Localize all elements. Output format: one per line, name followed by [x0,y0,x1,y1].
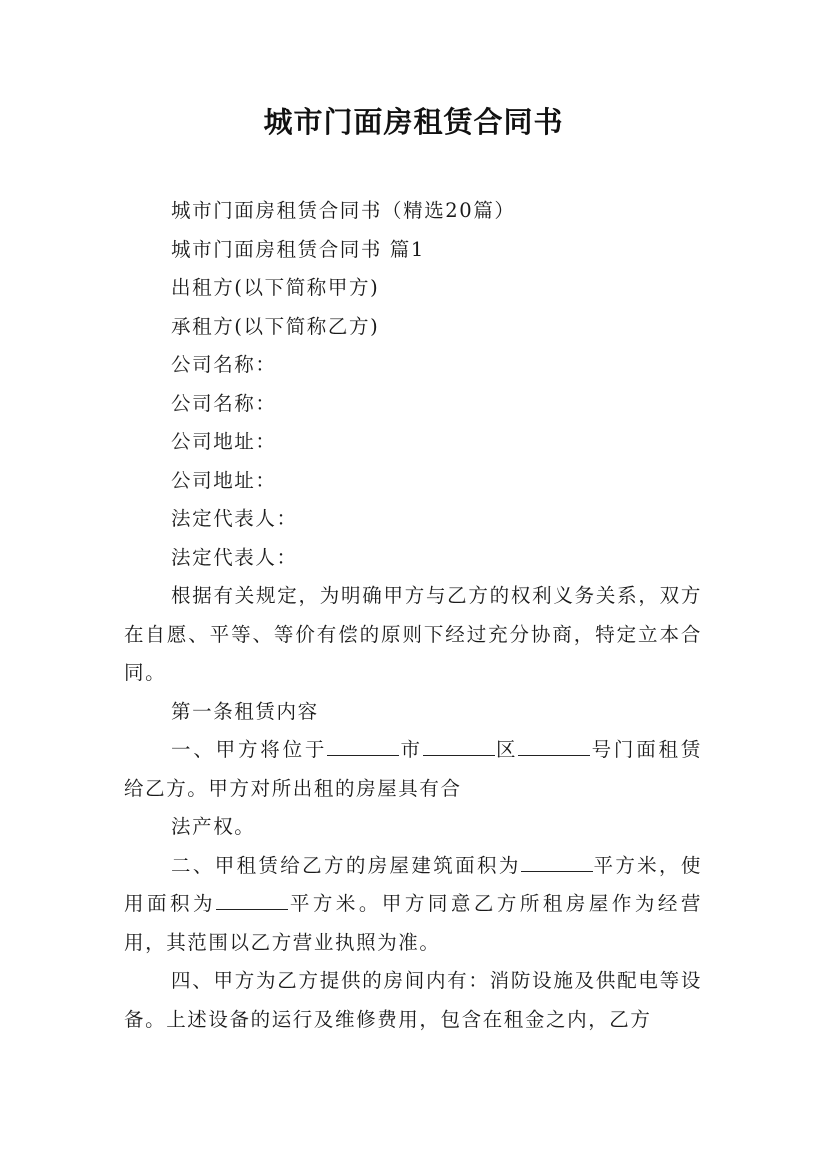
clause-1-text-c: 区 [494,738,519,761]
document-body [124,192,702,1039]
district-blank [423,735,495,756]
legal-rep-field-lessee: 法定代表人： [171,545,298,569]
company-name-field-lessor: 公司名称： [171,353,277,376]
clause-1-text-a: 一、甲方将位于 [171,738,328,761]
lessor-label: 出租方(以下简称甲方) [171,276,380,299]
clause-1-text-d: 号门面租赁给乙方。甲方对所出租的房屋具有合 [124,738,702,800]
clause-2-text-b: 平方米，使用面积为 [124,853,702,915]
chapter-heading: 城市门面房租赁合同书 篇1 [171,237,425,261]
clause-1-text-b: 市 [399,738,423,761]
lessee-label: 承租方(以下简称乙方) [171,314,380,338]
clause-1-paragraph [124,731,702,808]
number-blank [518,735,590,756]
document-title: 城市门面房租赁合同书 [263,105,564,139]
clause-2-text-a: 二、甲租赁给乙方的房屋建筑面积为 [171,853,521,877]
clause-2-text-c: 平方米。甲方同意乙方所租房屋作为经营用，其范围以乙方营业执照为准。 [124,892,702,954]
building-area-blank [521,851,593,872]
clause-1-continuation: 法产权。 [171,815,256,838]
intro-paragraph: 根据有关规定，为明确甲方与乙方的权利义务关系，双方在自愿、平等、等价有偿的原则下经过充分协商，特定立本合同。 [124,584,702,684]
clause-4-paragraph: 四、甲方为乙方提供的房间内有：消防设施及供配电等设备。上述设备的运行及维修费用，包含在租金之内，乙方 [124,969,702,1031]
section-heading: 第一条租赁内容 [171,699,319,723]
document-subtitle: 城市门面房租赁合同书（精选20篇） [171,199,516,222]
usable-area-blank [216,889,288,910]
company-name-field-lessee: 公司名称： [171,391,277,415]
clause-2-paragraph [124,847,702,963]
legal-rep-field-lessor: 法定代表人： [171,507,298,530]
city-blank [327,735,399,756]
company-address-field-lessee: 公司地址： [171,468,277,492]
company-address-field-lessor: 公司地址： [171,430,277,453]
